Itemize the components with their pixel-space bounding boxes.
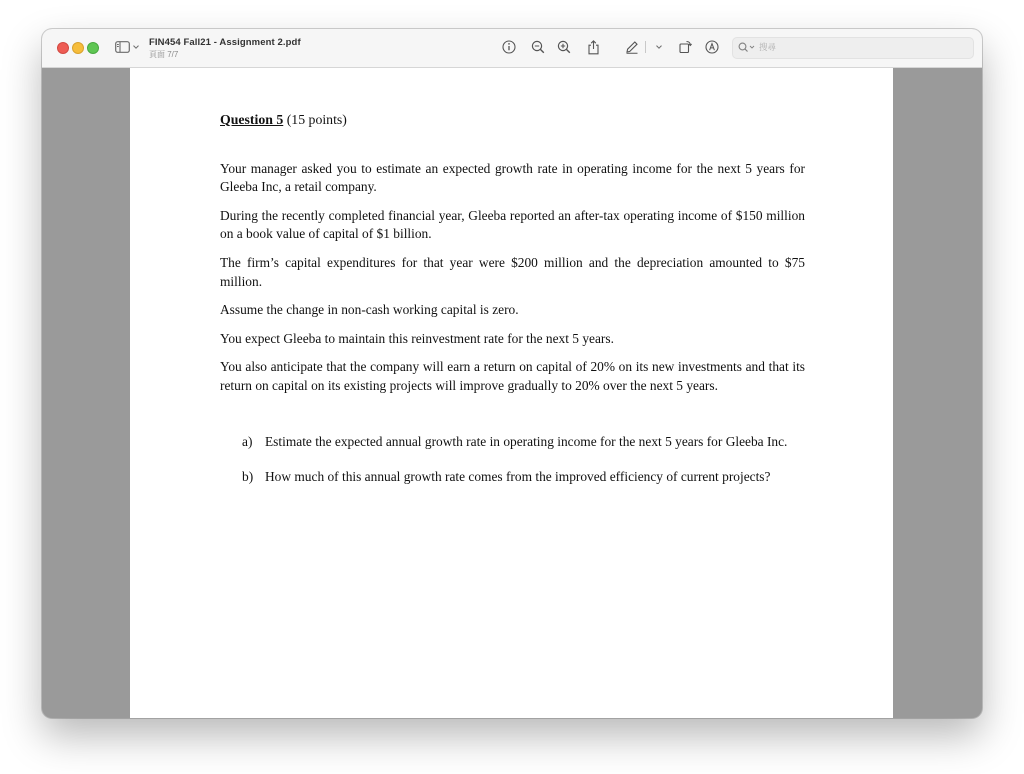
list-item-label: b) (242, 469, 254, 485)
info-icon (502, 40, 516, 54)
sidebar-toggle-button[interactable] (115, 40, 139, 54)
markup-pen-icon (625, 40, 639, 54)
rotate-icon (678, 40, 692, 54)
share-button[interactable] (585, 39, 601, 55)
chevron-down-icon (133, 45, 139, 49)
paragraph: During the recently completed financial year, Gleeba reported an after-tax operating income of $150 million on a book value of capital of $1 billion. (220, 207, 805, 242)
title-bar (42, 29, 982, 68)
preview-window (42, 29, 982, 718)
maximize-window-button[interactable] (87, 42, 99, 54)
list-item-label: a) (242, 433, 253, 449)
page-indicator: 頁面 7/7 (149, 50, 179, 59)
annotate-button[interactable] (704, 39, 720, 55)
paragraph: Your manager asked you to estimate an expected growth rate in operating income for the next 5 years for Gleeba Inc, a retail company. (220, 160, 805, 195)
list-item-text: Estimate the expected annual growth rate in operating income for the next 5 years for Gleeba Inc. (265, 433, 788, 449)
question-heading (220, 111, 805, 130)
markup-options-button[interactable] (651, 39, 667, 55)
chevron-down-icon (656, 45, 662, 49)
zoom-out-button[interactable] (530, 39, 546, 55)
pdf-page (130, 68, 893, 718)
paragraph: Assume the change in non-cash working capital is zero. (220, 302, 519, 318)
toolbar-divider (645, 41, 646, 53)
sidebar-icon (115, 41, 130, 53)
paragraph: You expect Gleeba to maintain this reinvestment rate for the next 5 years. (220, 330, 614, 346)
page-content (220, 111, 805, 504)
question-number: Question 5 (220, 112, 284, 127)
paragraph: The firm’s capital expenditures for that year were $200 million and the depreciation amounted to $75 million. (220, 254, 805, 289)
info-button[interactable] (501, 39, 517, 55)
rotate-button[interactable] (677, 39, 693, 55)
zoom-in-icon (557, 40, 571, 54)
zoom-out-icon (531, 40, 545, 54)
search-input[interactable] (759, 40, 959, 55)
search-field[interactable] (732, 37, 974, 59)
paragraph: You also anticipate that the company will earn a return on capital of 20% on its new investments and that its return on capital on its existing projects will improve gradually to 20% over the next 5 years. (220, 359, 805, 393)
list-item (242, 468, 805, 487)
markup-button[interactable] (624, 39, 640, 55)
minimize-window-button[interactable] (72, 42, 84, 54)
close-window-button[interactable] (57, 42, 69, 54)
question-points: (15 points) (286, 112, 347, 127)
zoom-in-button[interactable] (556, 39, 572, 55)
annotate-icon (705, 40, 719, 54)
question-list (220, 433, 805, 487)
list-item (242, 433, 805, 452)
search-icon (738, 42, 756, 53)
list-item-text: How much of this annual growth rate comes from the improved efficiency of current projects? (265, 469, 771, 485)
document-title: FIN454 Fall21 - Assignment 2.pdf (149, 37, 301, 48)
share-icon (587, 40, 600, 55)
